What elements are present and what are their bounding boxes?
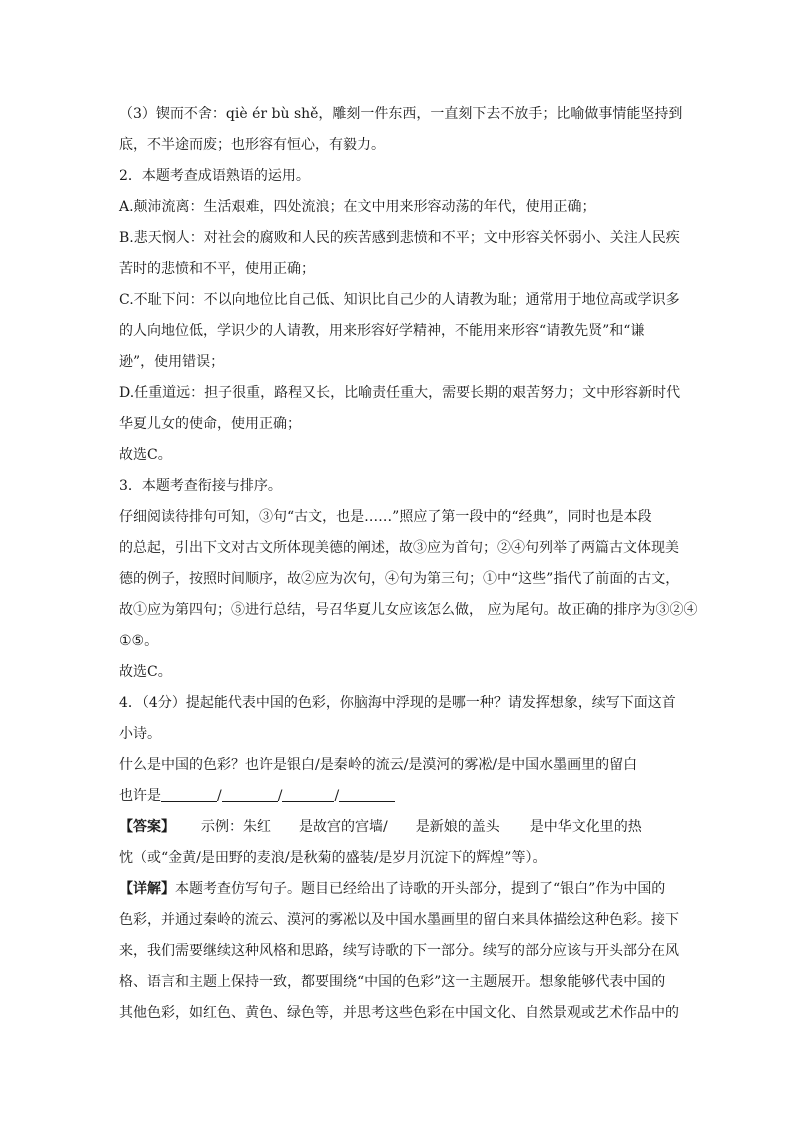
text-line: 华夏儿女的使命，使用正确；: [119, 416, 301, 432]
text-line: 的总起，引出下文对古文所体现美德的阐述，故③应为首句；②④句列举了两篇古文体现美: [119, 540, 679, 556]
text-line: 来，我们需要继续这种风格和思路，续写诗歌的下一部分。续写的部分应该与开头部分在风: [119, 943, 679, 959]
text-line: 小诗。: [119, 726, 161, 742]
text-line: （3）锲而不舍：qiè ér bù shě，雕刻一件东西，一直刻下去不放手；比喻做事情能坚持到: [119, 106, 683, 122]
detail-label: 【详解】: [119, 881, 175, 897]
text-line: B.悲天悯人：对社会的腐败和人民的疾苦感到悲愤和不平；文中形容关怀弱小、关注人民疾: [119, 230, 680, 246]
answer-part: 是新娘的盖头: [415, 819, 500, 835]
text-line: 故选C。: [119, 664, 172, 680]
answer-label: 【答案】: [119, 819, 175, 835]
text-line: 其他色彩，如红色、黄色、绿色等，并思考这些色彩在中国文化、自然景观或艺术作品中的: [119, 1005, 679, 1021]
text-line: 故①应为第四句；⑤进行总结，号召华夏儿女应该怎么做， 应为尾句。故正确的排序为③②④: [119, 602, 698, 618]
text-line: 德的例子，按照时间顺序，故②应为次句，④句为第三句；①中“这些”指代了前面的古文，: [119, 571, 680, 587]
text-line: C.不耻下问：不以向地位比自己低、知识比自己少的人请教为耻；通常用于地位高或学识多: [119, 292, 680, 308]
answer-line: [119, 818, 642, 836]
blank-1: [161, 787, 217, 802]
answer-part: 示例：朱红: [201, 819, 271, 835]
slash: /: [217, 788, 222, 804]
answer-part: 是中华文化里的热: [529, 819, 642, 835]
slash: /: [334, 788, 340, 804]
text-line: 3．本题考查衔接与排序。: [119, 478, 282, 494]
text-line: 故选C。: [119, 447, 172, 463]
text-line: 色彩，并通过秦岭的流云、漠河的雾凇以及中国水墨画里的留白来具体描绘这种色彩。接下: [119, 912, 679, 928]
text-line: 什么是中国的色彩？也许是银白/是秦岭的流云/是漠河的雾凇/是中国水墨画里的留白: [119, 757, 638, 773]
detail-text: 本题考查仿写句子。题目已经给出了诗歌的开头部分，提到了“银白”作为中国的: [175, 881, 666, 897]
text-line: A.颠沛流离：生活艰难，四处流浪；在文中用来形容动荡的年代，使用正确；: [119, 199, 596, 215]
fill-blank-line: [119, 787, 395, 805]
text-line: ①⑤。: [119, 633, 159, 649]
blank-2: [222, 787, 278, 802]
blank-4: [339, 787, 395, 802]
detail-line: [119, 880, 665, 898]
text-line: 的人向地位低，学识少的人请教，用来形容好学精神，不能用来形容“请教先贤”和“谦: [119, 323, 645, 339]
answer-part: 是故宫的宫墙/: [299, 819, 388, 835]
text-line: 忱（或“金黄/是田野的麦浪/是秋菊的盛装/是岁月沉淀下的辉煌”等）。: [119, 850, 547, 866]
slash: /: [277, 788, 283, 804]
text-line: 格、语言和主题上保持一致，都要围绕“中国的色彩”这一主题展开。想象能够代表中国的: [119, 974, 666, 990]
blank-3: [282, 787, 334, 802]
text-line: 苦时的悲愤和不平，使用正确；: [119, 261, 315, 277]
text-line: 2．本题考查成语熟语的运用。: [119, 168, 310, 184]
text-line: 逊”，使用错误；: [119, 354, 225, 370]
text-line: 仔细阅读待排句可知，③句“古文，也是……”照应了第一段中的“经典”，同时也是本段: [119, 509, 652, 525]
text-line: D.任重道远：担子很重，路程又长，比喻责任重大，需要长期的艰苦努力；文中形容新时代: [119, 385, 681, 401]
text-line: 4．（4分）提起能代表中国的色彩，你脑海中浮现的是哪一种？请发挥想象，续写下面这首: [119, 695, 676, 711]
blank-prefix: 也许是: [119, 788, 161, 804]
text-line: 底，不半途而废；也形容有恒心，有毅力。: [119, 137, 385, 153]
